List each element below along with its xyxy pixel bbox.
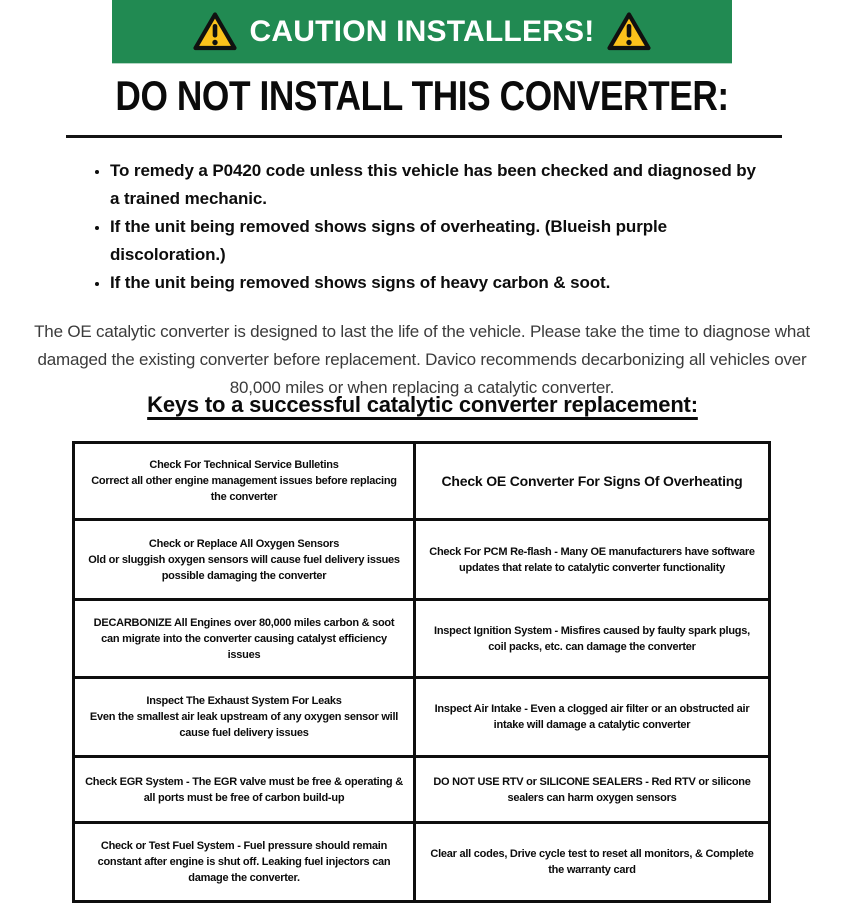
tip-body: Check EGR System - The EGR valve must be free & operating & all ports must be free of carbon build-up (85, 775, 403, 804)
tip-body: Check For PCM Re-flash - Many OE manufacturers have software updates that relate to catalytic converter functionality (429, 545, 755, 574)
tip-title: Check For Technical Service Bulletins (149, 459, 339, 471)
warning-item: • If the unit being removed shows signs of heavy carbon & soot. (110, 269, 768, 297)
tip-no-rtv-sealers (415, 757, 770, 823)
keys-heading: Keys to a successful catalytic converter replacement: (147, 392, 698, 417)
tip-body: Old or sluggish oxygen sensors will cause fuel delivery issues possible damaging the converter (88, 553, 400, 582)
tip-body: Inspect Ignition System - Misfires caused by faulty spark plugs, coil packs, etc. can damage the converter (434, 624, 750, 653)
tip-exhaust-leaks (74, 678, 415, 757)
banner-title: CAUTION INSTALLERS! (249, 14, 595, 48)
tip-body: Even the smallest air leak upstream of any oxygen sensor will cause fuel delivery issues (89, 711, 399, 739)
tip-body: DECARBONIZE All Engines over 80,000 miles carbon & soot can migrate into the converter causing catalyst efficiency issues (93, 616, 395, 661)
warning-item: • If the unit being removed shows signs of overheating. (Blueish purple discoloration.) (110, 213, 768, 269)
warning-triangle-icon (606, 11, 652, 52)
tip-clear-codes (415, 823, 770, 902)
headline-wrap (0, 72, 845, 120)
table-row (74, 678, 770, 757)
tip-check-oe-overheating (415, 443, 770, 520)
warning-item: • To remedy a P0420 code unless this vehicle has been checked and diagnosed by a trained mechanic. (110, 157, 768, 213)
tip-title: Inspect The Exhaust System For Leaks (146, 695, 342, 707)
table-row (74, 443, 770, 520)
tip-air-intake (415, 678, 770, 757)
tip-oxygen-sensors (74, 520, 415, 600)
warning-list (0, 157, 845, 297)
page-title: DO NOT INSTALL THIS CONVERTER: (115, 72, 730, 119)
table-row (74, 757, 770, 823)
tip-decarbonize (74, 600, 415, 678)
warning-triangle-icon (192, 11, 238, 52)
tip-title: Check or Replace All Oxygen Sensors (148, 537, 340, 550)
tip-body: Inspect Air Intake - Even a clogged air filter or an obstructed air intake will damage a catalytic converter (434, 703, 750, 731)
divider-line (66, 135, 782, 138)
tip-title: Check OE Converter For Signs Of Overheating (441, 473, 743, 489)
intro-paragraph: The OE catalytic converter is designed to last the life of the vehicle. Please take the time to diagnose what damaged the existing converter before replacement. Davico recommends decarbonizing all vehicles over 80,000 miles or when replacing a catalytic converter. (34, 322, 810, 397)
tips-table (72, 441, 771, 903)
table-row (74, 520, 770, 600)
tip-technical-service-bulletins (74, 443, 415, 520)
tip-body: Clear all codes, Drive cycle test to reset all monitors, & Complete the warranty card (430, 848, 754, 876)
tip-pcm-reflash (415, 520, 770, 600)
tip-body: DO NOT USE RTV or SILICONE SEALERS - Red RTV or silicone sealers can harm oxygen sensors (433, 775, 751, 804)
tip-body: Correct all other engine management issues before replacing the converter (91, 475, 397, 503)
table-row (74, 823, 770, 902)
tip-egr-system (74, 757, 415, 823)
tip-body: Check or Test Fuel System - Fuel pressure should remain constant after engine is shut off. Leaking fuel injectors can damage the converter. (97, 840, 391, 884)
caution-banner (112, 0, 732, 63)
tip-fuel-system (74, 823, 415, 902)
table-row (74, 600, 770, 678)
tip-ignition-system (415, 600, 770, 678)
